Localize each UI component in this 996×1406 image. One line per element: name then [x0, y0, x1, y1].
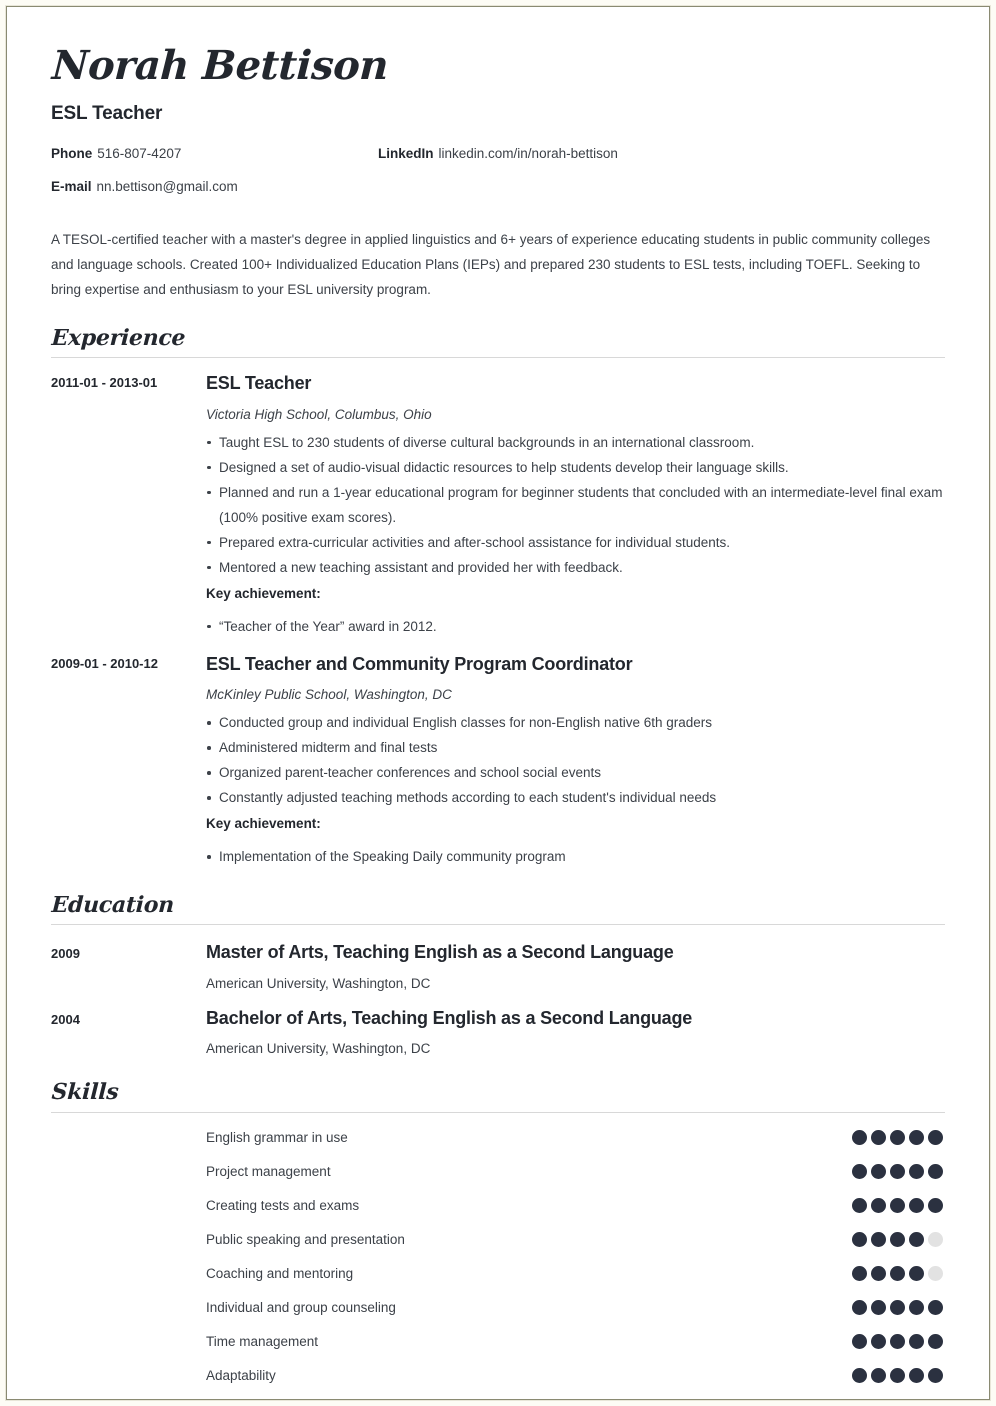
experience-date: 2009-01 - 2010-12 [51, 655, 158, 671]
rating-dot-empty [928, 1232, 943, 1247]
contact-phone [51, 147, 181, 161]
contact-email-value[interactable]: nn.bettison@gmail.com [96, 179, 238, 194]
rating-dot-filled [890, 1130, 905, 1145]
resume-header [50, 42, 945, 197]
contact-phone-label: Phone [51, 146, 93, 161]
skills-list [51, 1121, 945, 1393]
section-divider [51, 924, 945, 925]
rating-dot-empty [928, 1266, 943, 1281]
experience-employer: Victoria High School, Columbus, Ohio [206, 406, 432, 422]
rating-dot-filled [909, 1164, 924, 1179]
education-date: 2004 [51, 1011, 80, 1027]
skill-row [51, 1359, 945, 1393]
rating-dot-filled [909, 1266, 924, 1281]
rating-dot-filled [852, 1198, 867, 1213]
contact-linkedin [378, 147, 618, 161]
experience-entry [51, 653, 945, 870]
list-item: Designed a set of audio-visual didactic resources to help students develop their language skills. [206, 455, 945, 480]
rating-dot-filled [871, 1130, 886, 1145]
experience-employer: McKinley Public School, Washington, DC [206, 687, 452, 703]
contact-row-1 [51, 147, 945, 164]
contact-linkedin-value[interactable]: linkedin.com/in/norah-bettison [438, 146, 618, 161]
rating-dot-filled [909, 1130, 924, 1145]
skill-name: Adaptability [206, 1368, 276, 1384]
skill-name: English grammar in use [206, 1130, 348, 1146]
list-item: Taught ESL to 230 students of diverse cultural backgrounds in an international classroom. [206, 430, 945, 455]
rating-dot-filled [852, 1130, 867, 1145]
skill-name: Time management [206, 1334, 319, 1350]
education-degree: Bachelor of Arts, Teaching English as a Second Language [206, 1007, 693, 1028]
skill-row [51, 1189, 945, 1223]
key-achievement-list [206, 614, 945, 639]
rating-dot-filled [890, 1334, 905, 1349]
skill-rating [852, 1300, 945, 1315]
skill-row [51, 1155, 945, 1189]
experience-bullet-list [206, 710, 945, 810]
rating-dot-filled [909, 1368, 924, 1383]
skill-rating [852, 1334, 945, 1349]
professional-summary: A TESOL-certified teacher with a master's degree in applied linguistics and 6+ years of experience educating students in public community colleges and language schools. Created 100+ Individualized Education Plans (IEPs) and prepared 230 students to ESL tests, including TOEFL. Seeking to bring expertise and enthusiasm to your ESL university program. [51, 232, 931, 297]
list-item: Planned and run a 1-year educational program for beginner students that concluded with an intermediate-level final exam (100% positive exam scores). [206, 480, 945, 530]
experience-bullet-list [206, 430, 945, 580]
rating-dot-filled [890, 1368, 905, 1383]
skill-name: Creating tests and exams [206, 1198, 360, 1214]
rating-dot-filled [871, 1266, 886, 1281]
rating-dot-filled [928, 1368, 943, 1383]
section-title-experience: Experience [50, 325, 186, 351]
contact-phone-value: 516-807-4207 [97, 146, 182, 161]
experience-body [206, 372, 945, 639]
key-achievement-list [206, 844, 945, 869]
experience-job-title: ESL Teacher [206, 373, 312, 394]
experience-job-title: ESL Teacher and Community Program Coordinator [206, 653, 633, 674]
skill-row [51, 1223, 945, 1257]
skill-row [51, 1325, 945, 1359]
education-entry [51, 1007, 945, 1057]
contact-email-label: E-mail [51, 179, 92, 194]
rating-dot-filled [852, 1300, 867, 1315]
rating-dot-filled [928, 1300, 943, 1315]
rating-dot-filled [852, 1334, 867, 1349]
skill-name: Individual and group counseling [206, 1300, 396, 1316]
education-degree: Master of Arts, Teaching English as a Second Language [206, 942, 674, 963]
experience-body [206, 653, 945, 870]
rating-dot-filled [871, 1334, 886, 1349]
list-item: Administered midterm and final tests [206, 735, 945, 760]
education-school: American University, Washington, DC [206, 975, 431, 991]
rating-dot-filled [890, 1232, 905, 1247]
rating-dot-filled [909, 1232, 924, 1247]
contact-row-2 [51, 180, 945, 197]
rating-dot-filled [928, 1130, 943, 1145]
education-body [206, 1007, 945, 1057]
list-item: Mentored a new teaching assistant and provided her with feedback. [206, 555, 945, 580]
rating-dot-filled [909, 1198, 924, 1213]
rating-dot-filled [928, 1334, 943, 1349]
rating-dot-filled [890, 1266, 905, 1281]
rating-dot-filled [871, 1232, 886, 1247]
list-item: “Teacher of the Year” award in 2012. [206, 614, 945, 639]
rating-dot-filled [928, 1164, 943, 1179]
rating-dot-filled [852, 1164, 867, 1179]
contact-linkedin-label: LinkedIn [378, 146, 434, 161]
skill-rating [852, 1164, 945, 1179]
education-date: 2009 [51, 946, 80, 962]
rating-dot-filled [852, 1232, 867, 1247]
candidate-job-title: ESL Teacher [51, 103, 163, 124]
education-school: American University, Washington, DC [206, 1041, 431, 1057]
rating-dot-filled [928, 1198, 943, 1213]
skill-row [51, 1257, 945, 1291]
section-education [51, 893, 945, 1056]
skill-rating [852, 1368, 945, 1383]
section-title-skills: Skills [50, 1079, 120, 1106]
section-divider [51, 1112, 945, 1113]
skill-name: Coaching and mentoring [206, 1266, 354, 1282]
rating-dot-filled [852, 1266, 867, 1281]
rating-dot-filled [871, 1368, 886, 1383]
section-skills [51, 1080, 945, 1392]
skill-rating [852, 1198, 945, 1213]
rating-dot-filled [871, 1164, 886, 1179]
section-divider [51, 357, 945, 358]
rating-dot-filled [909, 1334, 924, 1349]
rating-dot-filled [890, 1300, 905, 1315]
skill-rating [852, 1232, 945, 1247]
candidate-name: Norah Bettison [50, 42, 390, 89]
rating-dot-filled [871, 1198, 886, 1213]
experience-date: 2011-01 - 2013-01 [51, 375, 158, 391]
rating-dot-filled [871, 1300, 886, 1315]
education-entry [51, 941, 945, 991]
skill-name: Project management [206, 1164, 331, 1180]
list-item: Prepared extra-curricular activities and after-school assistance for individual students. [206, 530, 945, 555]
rating-dot-filled [890, 1198, 905, 1213]
list-item: Constantly adjusted teaching methods according to each student's individual needs [206, 785, 945, 810]
rating-dot-filled [852, 1368, 867, 1383]
skill-name: Public speaking and presentation [206, 1232, 405, 1248]
section-title-education: Education [50, 892, 175, 919]
contact-email [51, 180, 238, 194]
list-item: Implementation of the Speaking Daily community program [206, 844, 945, 869]
skill-row [51, 1291, 945, 1325]
experience-entry [51, 372, 945, 639]
rating-dot-filled [909, 1300, 924, 1315]
list-item: Conducted group and individual English classes for non-English native 6th graders [206, 710, 945, 735]
skill-rating [852, 1130, 945, 1145]
resume-page [6, 6, 990, 1400]
section-experience [51, 326, 945, 869]
key-achievement-label: Key achievement: [206, 816, 321, 832]
key-achievement-label: Key achievement: [206, 585, 321, 601]
skill-row [51, 1121, 945, 1155]
education-body [206, 941, 945, 991]
list-item: Organized parent-teacher conferences and school social events [206, 760, 945, 785]
rating-dot-filled [890, 1164, 905, 1179]
skill-rating [852, 1266, 945, 1281]
